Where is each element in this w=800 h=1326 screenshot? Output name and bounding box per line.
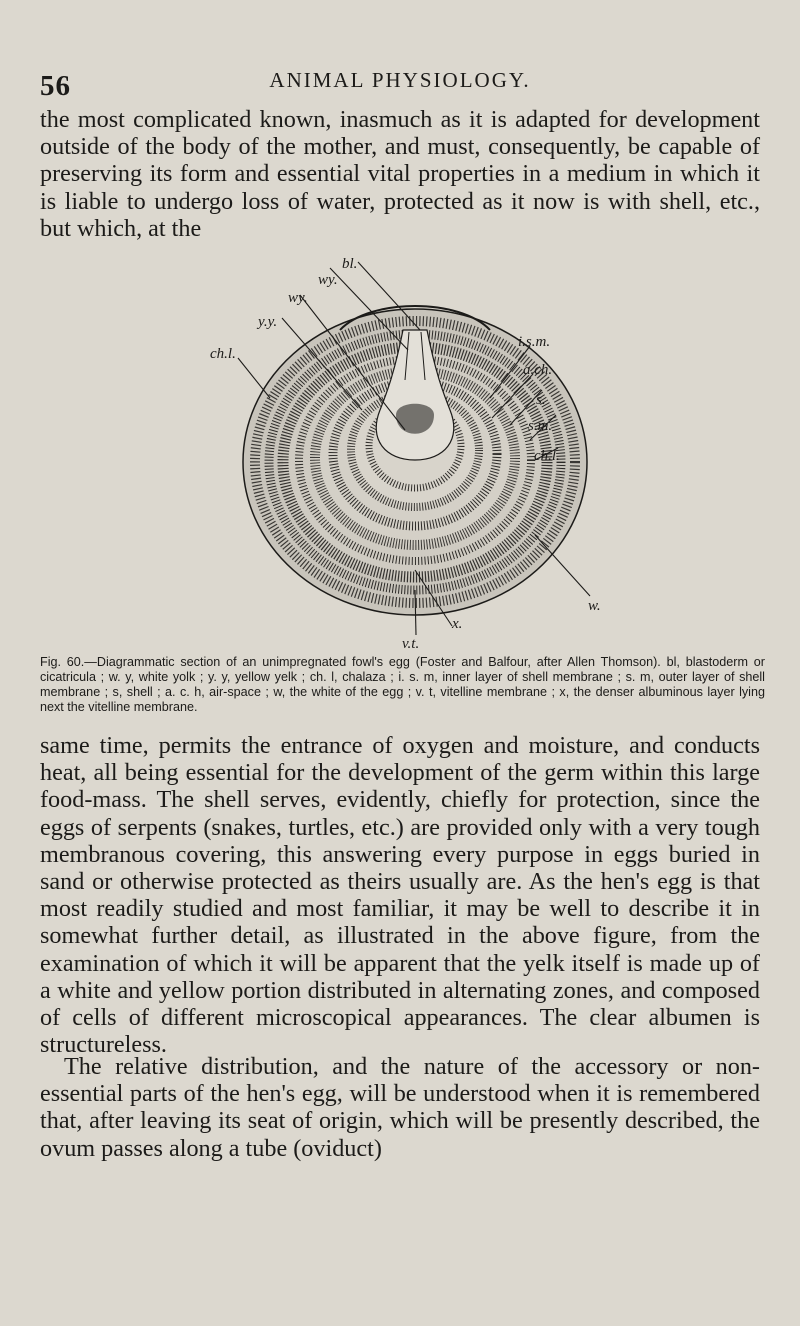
paragraph-text: The relative distribution, and the nature of the accessory or non-essential parts of the hen's egg, will be understood when it is remembered that, after leaving its seat of origin, which will be presently described, the ovum passes along a tube (oviduct): [40, 1053, 760, 1162]
label-yy: y.y.: [258, 314, 278, 330]
label-chl-right: ch.l.: [534, 448, 560, 464]
label-wy-left: wy.: [288, 290, 308, 306]
label-ism: i.s.m.: [518, 334, 551, 350]
running-title: ANIMAL PHYSIOLOGY.: [269, 68, 531, 92]
label-x: x.: [452, 616, 463, 632]
egg-diagram: [190, 250, 650, 650]
paragraph-next: [40, 1053, 760, 1162]
label-s: s.: [536, 392, 546, 408]
label-bl: bl.: [342, 256, 358, 272]
label-ach: a.ch.: [523, 362, 553, 378]
egg-section-figure: [190, 250, 650, 650]
label-w: w.: [588, 598, 601, 614]
label-wy-top: wy.: [318, 272, 338, 288]
paragraph-top: [40, 106, 760, 242]
label-sm: s.m.: [528, 418, 553, 434]
paragraph-text: same time, permits the entrance of oxygen and moisture, and conducts heat, all being essential for the development of the germ within this large food-mass. The shell serves, evidently, chiefly for protection, since the eggs of serpents (snakes, turtles, etc.) are provided only with a very tough membranous covering, this answering every purpose in eggs buried in sand or otherwise protected as theirs usually are. As the hen's egg is that most readily studied and most familiar, it may be well to describe it in somewhat further detail, as illustrated in the above figure, from the examination of which it will be apparent that the yelk itself is made up of a white and yellow portion distributed in alternating zones, and composed of cells of different microscopical appearances. The clear albumen is structureless.: [40, 732, 760, 1059]
label-chl-left: ch.l.: [210, 346, 236, 362]
page-number: 56: [40, 70, 71, 102]
paragraph-main: [40, 732, 760, 1058]
paragraph-text: the most complicated known, inasmuch as it is adapted for development outside of the body of the mother, and must, consequently, be capable of preserving its form and essential vital properties in a medium in which it is liable to undergo loss of water, protected as it now is with shell, etc., but which, at the: [40, 106, 760, 242]
running-head: [0, 64, 800, 104]
label-vt: v.t.: [402, 636, 420, 650]
figure-caption: Fig. 60.—Diagrammatic section of an unimpregnated fowl's egg (Foster and Balfour, after Allen Thomson). bl, blastoderm or cicatricula ; w. y, white yolk ; y. y, yellow yelk ; ch. l, chalaza ; i. s. m, inner layer of shell membrane ; s. m, outer layer of shell membrane ; s, shell ; a. c. h, air-space ; w, the white of the egg ; v. t, vitelline membrane ; x, the denser albuminous layer lying next the vitelline membrane.: [40, 655, 765, 714]
